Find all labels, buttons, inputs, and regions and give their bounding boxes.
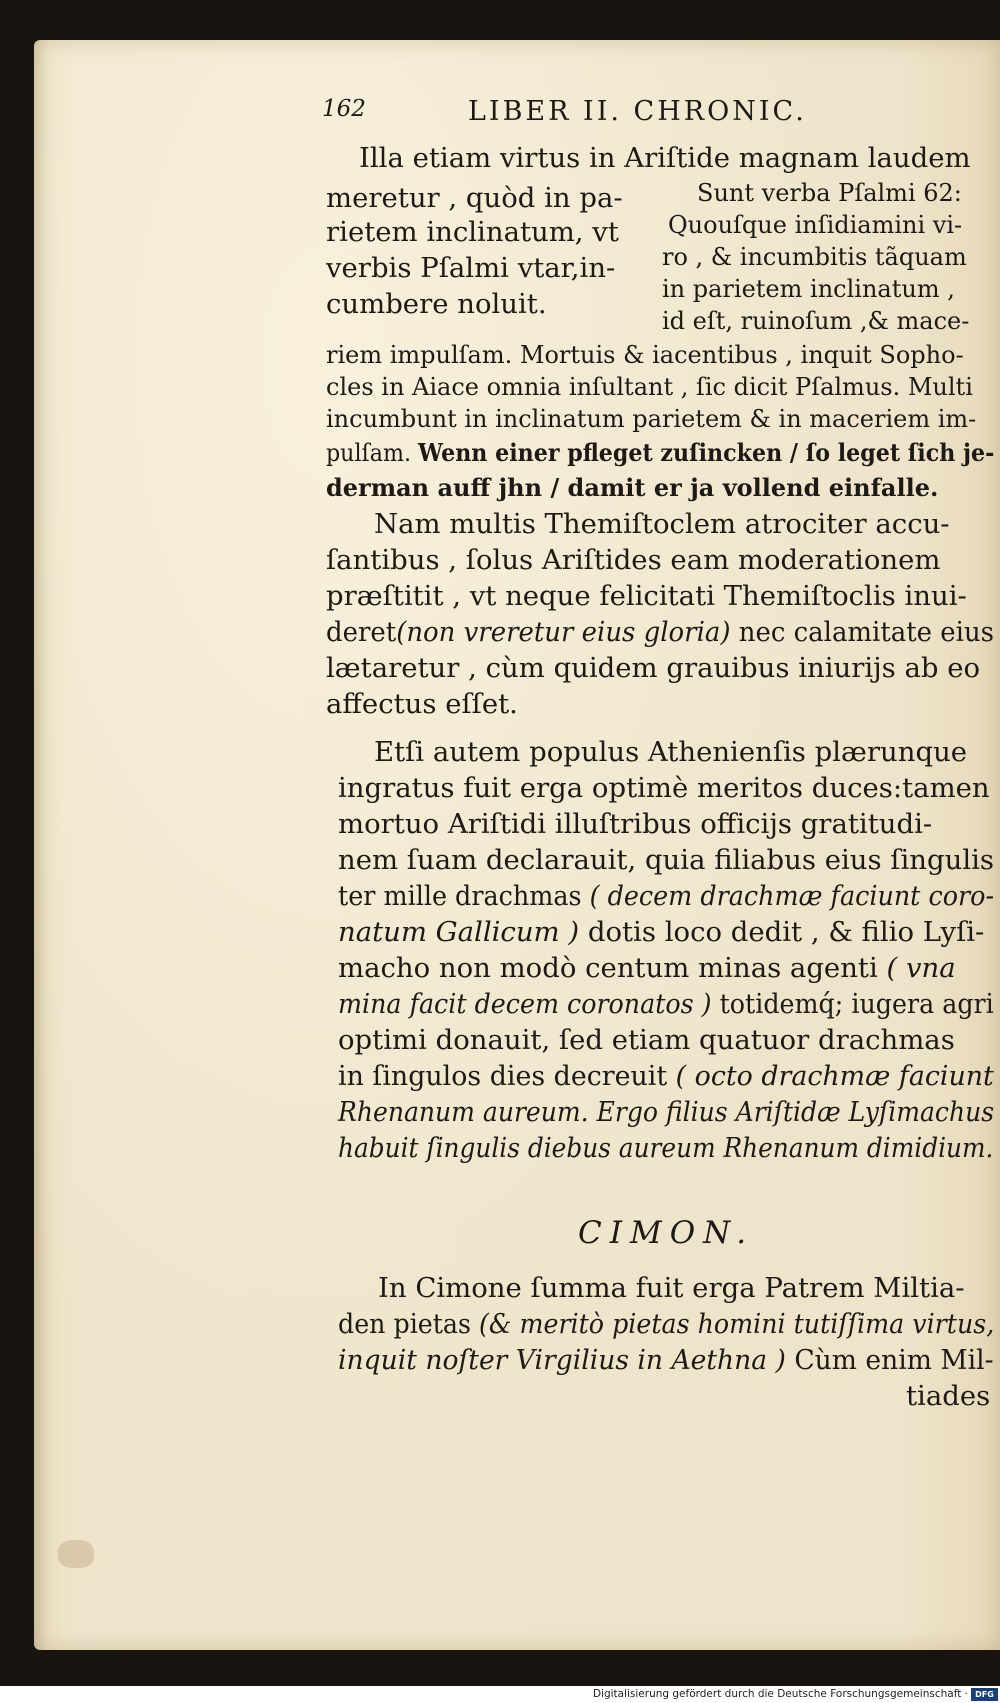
text-line: [338, 878, 994, 914]
italic-text: (non vreretur eius gloria): [396, 616, 731, 648]
text-line: [906, 1378, 990, 1414]
roman-text: mortuo Ariſtidi illuſtribus officijs gratitudi-: [338, 808, 933, 840]
text-line: [338, 1022, 955, 1058]
roman-text: meretur , quòd in pa-: [326, 182, 623, 214]
text-line: [326, 650, 980, 686]
text-line: [326, 437, 994, 468]
roman-text: rietem inclinatum, vt: [326, 216, 619, 248]
blackletter-text: Wenn einer pfleget zuſincken / ſo leget ſich je-: [418, 438, 995, 467]
roman-text: ſantibus , ſolus Ariſtides eam moderationem: [326, 544, 941, 576]
text-line: [338, 950, 956, 986]
roman-text: cumbere noluit.: [326, 288, 547, 320]
running-head: [322, 96, 962, 136]
margin-note-line: [662, 274, 955, 305]
roman-text: riem impulſam. Mortuis & iacentibus , inquit Sopho-: [326, 341, 964, 369]
text-line: [326, 180, 623, 216]
text-line: [326, 614, 994, 650]
roman-text: præſtitit , vt neque felicitati Themiſtoclis inui-: [326, 580, 967, 612]
roman-text: totidemq́; iugera agri: [711, 988, 994, 1020]
roman-text: ter mille drachmas: [338, 880, 590, 912]
margin-note-line: [697, 178, 962, 209]
italic-text: (& meritò pietas homini tutiſſima virtus,: [479, 1308, 995, 1340]
text-line: [326, 286, 547, 322]
section-heading: CIMON.: [578, 1215, 755, 1251]
italic-text: Rhenanum aureum. Ergo filius Ariſtidæ Lyſimachus: [338, 1096, 995, 1128]
text-line: [378, 1270, 965, 1306]
text-line: [338, 1130, 993, 1166]
roman-text: nem ſuam declarauit, quia filiabus eius ſingulis: [338, 844, 995, 876]
roman-text: den pietas: [338, 1308, 480, 1340]
text-line: [338, 1058, 994, 1094]
margin-note-line: [662, 242, 967, 273]
text-line: [338, 1094, 994, 1130]
margin-note-line: [668, 210, 962, 241]
roman-text: ro , & incumbitis tãquam: [662, 243, 967, 271]
dfg-logo-icon: DFG: [971, 1688, 998, 1701]
text-line: [338, 914, 984, 950]
text-line: [359, 140, 971, 176]
margin-note-line: [662, 306, 969, 337]
text-line: [374, 734, 967, 770]
roman-text: Nam multis Themiſtoclem atrociter accu-: [374, 508, 950, 540]
text-line: [326, 686, 518, 722]
text-line: [338, 1342, 994, 1378]
roman-text: Etſi autem populus Athenienſis plærunque: [374, 736, 968, 768]
roman-text: id eſt, ruinoſum ,& mace-: [662, 307, 970, 335]
italic-text: mina facit decem coronatos ): [338, 988, 712, 1020]
running-title: LIBER II. CHRONIC.: [468, 96, 807, 127]
text-line: [338, 986, 994, 1022]
roman-text: In Cimone ſumma fuit erga Patrem Miltia-: [378, 1272, 965, 1304]
text-line: [326, 250, 615, 286]
footer-credit: Digitalisierung gefördert durch die Deutsche Forschungsgemeinschaft ·: [592, 1688, 968, 1700]
italic-text: ( octo drachmæ faciunt: [675, 1060, 994, 1092]
text-line: [326, 578, 967, 614]
italic-text: ( decem drachmæ faciunt coro-: [589, 880, 995, 912]
roman-text: Illa etiam virtus in Ariſtide magnam laudem: [359, 142, 971, 174]
roman-text: dotis loco dedit , & filio Lyſi-: [579, 916, 985, 948]
roman-text: lætaretur , cùm quidem grauibus iniurijs ab eo: [326, 652, 981, 684]
text-line: [338, 770, 990, 806]
page-number: 162: [322, 96, 366, 122]
roman-text: incumbunt in inclinatum parietem & in maceriem im-: [326, 405, 977, 433]
roman-text: tiades: [906, 1380, 991, 1412]
italic-text: habuit ſingulis diebus aureum Rhenanum dimidium.: [338, 1132, 994, 1164]
italic-text: ( vna: [886, 952, 956, 984]
text-line: [326, 404, 976, 435]
roman-text: ingratus fuit erga optimè meritos duces:tamen: [338, 772, 990, 804]
roman-text: deret: [326, 616, 397, 648]
roman-text: in ſingulos dies decreuit: [338, 1060, 676, 1092]
roman-text: pulſam.: [326, 439, 419, 467]
text-line: [338, 842, 994, 878]
roman-text: Sunt verba Pſalmi 62:: [697, 179, 962, 207]
roman-text: Cùm enim Mil-: [785, 1344, 994, 1376]
roman-text: macho non modò centum minas agenti: [338, 952, 887, 984]
roman-text: Quouſque inſidiamini vi-: [668, 211, 963, 239]
blackletter-text: derman auff jhn / damit er ja vollend einfalle.: [326, 473, 939, 502]
text-line: [326, 542, 940, 578]
text-line: [326, 340, 964, 371]
roman-text: cles in Aiace omnia inſultant , ſic dicit Pſalmus. Multi: [326, 373, 973, 401]
paper-stain: [58, 1540, 94, 1568]
roman-text: optimi donauit, ſed etiam quatuor drachmas: [338, 1024, 955, 1056]
text-line: [338, 1306, 994, 1342]
italic-text: inquit noſter Virgilius in Aethna ): [338, 1344, 786, 1376]
italic-text: natum Gallicum ): [338, 916, 580, 948]
roman-text: verbis Pſalmi vtar,in-: [326, 252, 616, 284]
text-line: [374, 506, 950, 542]
roman-text: nec calamitate eius: [730, 616, 995, 648]
footer-bar: [0, 1686, 1000, 1703]
text-line: [338, 806, 932, 842]
roman-text: in parietem inclinatum ,: [662, 275, 955, 303]
text-line: [326, 372, 973, 403]
roman-text: affectus eſſet.: [326, 688, 518, 720]
text-line: [326, 214, 619, 250]
text-line: [326, 472, 938, 503]
